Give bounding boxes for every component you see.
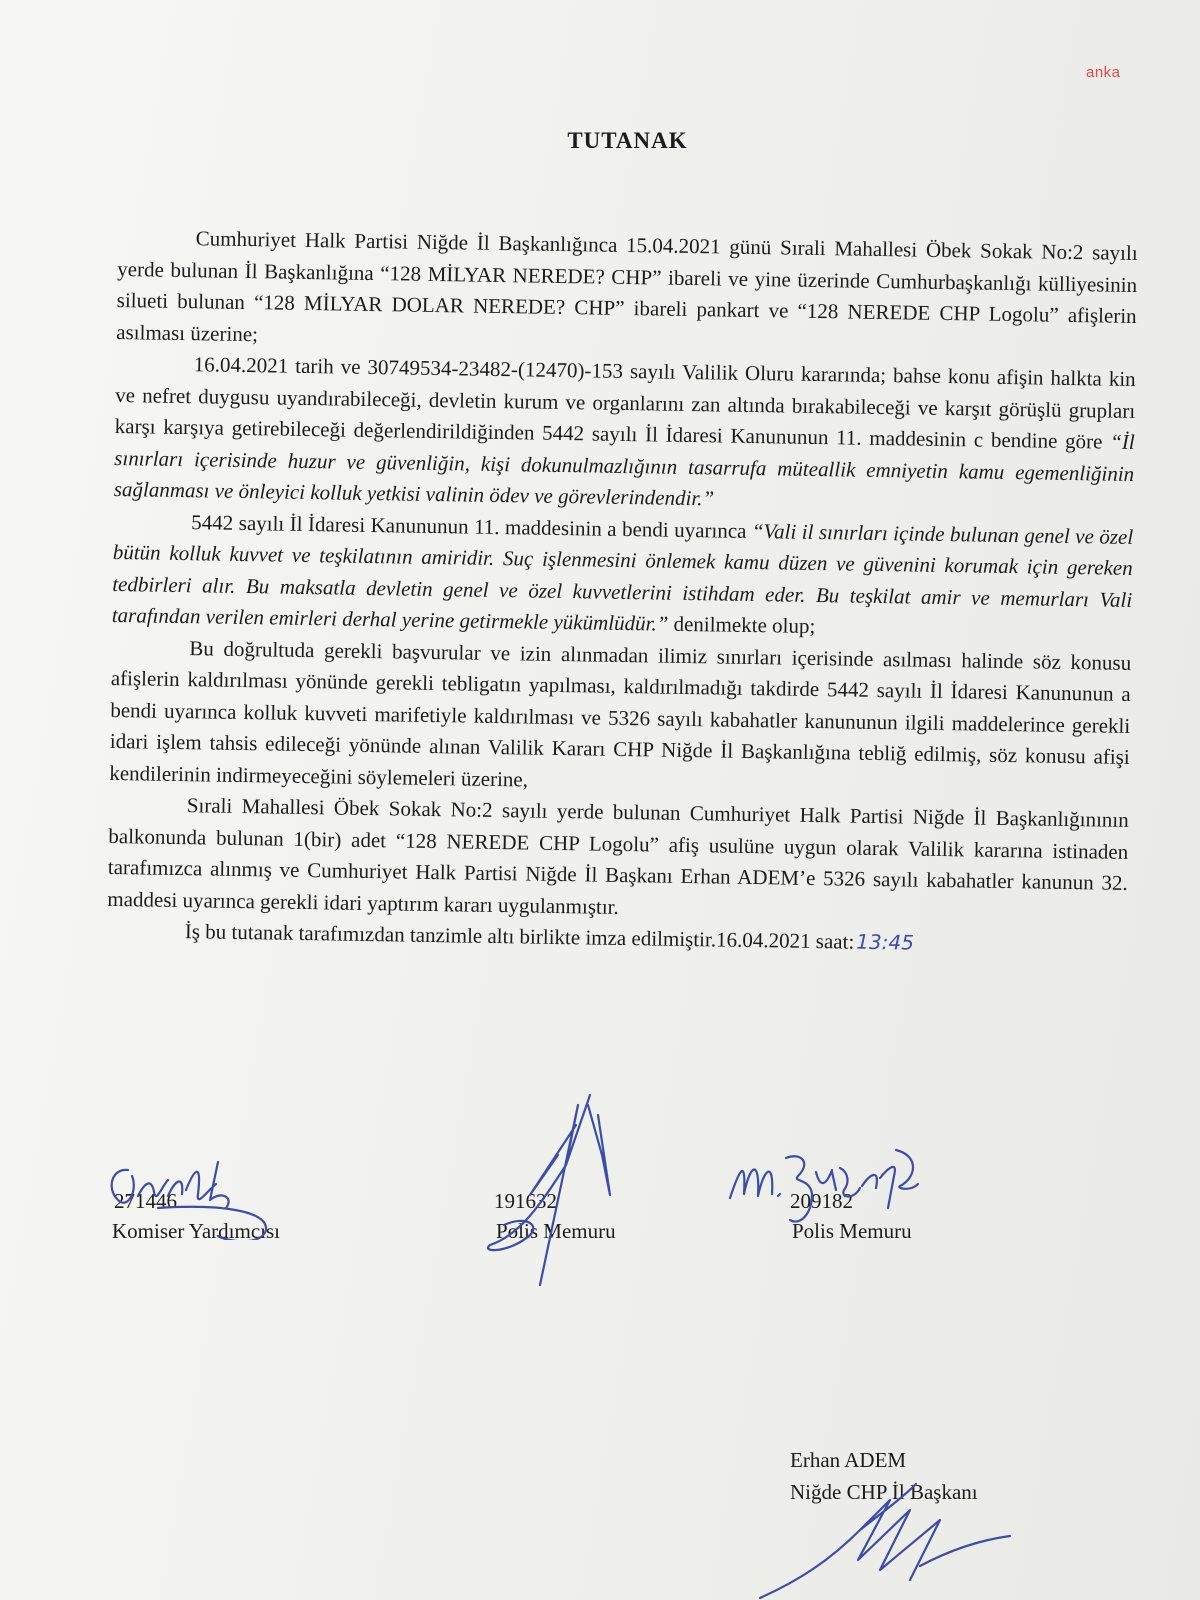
- recipient-name: Erhan ADEM: [790, 1448, 907, 1472]
- paragraph-2-quote: “İl sınırları içerisinde huzur ve güvenliğin, kişi dokunulmazlığının tasarrufa müteallik emniyetin kamu egemenliğinin sağlanması ve önleyici kolluk yetkisi valinin ödev ve görevlerindendir.”: [113, 429, 1135, 511]
- paragraph-2: [114, 348, 1136, 522]
- signature-1: [98, 1150, 288, 1240]
- paragraph-1: Cumhuriyet Halk Partisi Niğde İl Başkanlığınca 15.04.2021 günü Sırali Mahallesi Öbek Sokak No:2 sayılı yerde bulunan İl Başkanlığına “128 MİLYAR NEREDE? CHP” ibareli ve yine üzerinde Cumhurbaşkanlığı külliyesinin silueti bulunan “128 MİLYAR DOLAR NEREDE? CHP” ibareli pankart ve “128 NEREDE CHP Logolu” afişlerin asılması üzerine;: [116, 226, 1138, 346]
- signatory-1-id: 271446: [114, 1189, 177, 1213]
- signature-3: [720, 1138, 960, 1248]
- paragraph-3: [112, 505, 1134, 647]
- signatory-2-id: 191632: [494, 1189, 557, 1213]
- paragraph-5: Sırali Mahallesi Öbek Sokak No:2 sayılı yerde bulunan Cumhuriyet Halk Partisi Niğde İl Başkanlığınının balkonunda bulunan 1(bir) adet “128 NEREDE CHP Logolu” afiş usulüne uygun olarak Valilik kararına istinaden tarafımızca alınmış ve Cumhuriyet Halk Partisi Niğde İl Başkanı Erhan ADEM’e 5326 sayılı kabahatler kanunun 32. maddesi uyarınca gerekli idari yaptırım kararı uygulanmıştır.: [107, 793, 1129, 919]
- signature-recipient: [740, 1470, 1040, 1600]
- signature-2: [470, 1085, 640, 1305]
- closing-text: İş bu tutanak tarafımızdan tanzimle altı birlikte imza edilmiştir.16.04.2021 saat:: [184, 919, 855, 954]
- recipient-title: Niğde CHP İl Başkanı: [790, 1480, 978, 1504]
- paragraph-3-quote: “Vali il sınırları içinde bulunan genel ve özel bütün kolluk kuvvet ve teşkilatının amiridir. Suç işlenmesini önlemek kamu düzen ve güvenini korumak için gereken tedbirleri alır. Bu maksatla devletin genel ve özel kuvvetlerini istihdam eder. Bu teşkilat amir ve memurları Vali tarafından verilen emirleri derhal yerine getirmekle yükümlüdür.”: [111, 518, 1134, 636]
- signatory-3-id: 209182: [790, 1189, 853, 1213]
- signatory-1-role: Komiser Yardımcısı: [112, 1219, 280, 1243]
- watermark: anka: [1086, 64, 1121, 81]
- paragraph-2-text: 16.04.2021 tarih ve 30749534-23482-(12470)-153 sayılı Valilik Oluru kararında; bahse konu afişin halkta kin ve nefret duygusu uyandırabileceği, devletin kurum ve organlarını zan altında bırakabileceği ve karşıt görüşlü grupları karşı karşıya getirebileceği değerlendirildiğinden 5442 sayılı İl İdaresi Kanununun 11. maddesinin c bendine göre: [114, 352, 1136, 454]
- document-body: [107, 222, 1138, 962]
- handwritten-time: 13:45: [856, 929, 915, 955]
- paragraph-4: Bu doğrultuda gerekli başvurular ve izin alınmadan ilimiz sınırları içerisinde asılması halinde söz konusu afişlerin kaldırılması yönünde gerekli tebligatın yapılması, kaldırılmadığı takdirde 5442 sayılı İl İdaresi Kanununun a bendi uyarınca kolluk kuvveti marifetiyle kaldırılması ve 5326 sayılı kabahatler kanununun ilgili maddelerince gerekli idari işlem tahsis edileceği yönünde alınan Valilik Kararı CHP Niğde İl Başkanlığına tebliğ edilmiş, söz konusu afişi kendilerinin indirmeyeceğini söylemeleri üzerine,: [109, 635, 1132, 792]
- paragraph-3-text: 5442 sayılı İl İdaresi Kanununun 11. maddesinin a bendi uyarınca: [191, 509, 747, 543]
- document-title: TUTANAK: [567, 128, 688, 153]
- signatory-3-role: Polis Memuru: [792, 1219, 912, 1243]
- signatory-2-role: Polis Memuru: [496, 1219, 616, 1243]
- paragraph-3-tail: denilmekte olup;: [673, 611, 816, 639]
